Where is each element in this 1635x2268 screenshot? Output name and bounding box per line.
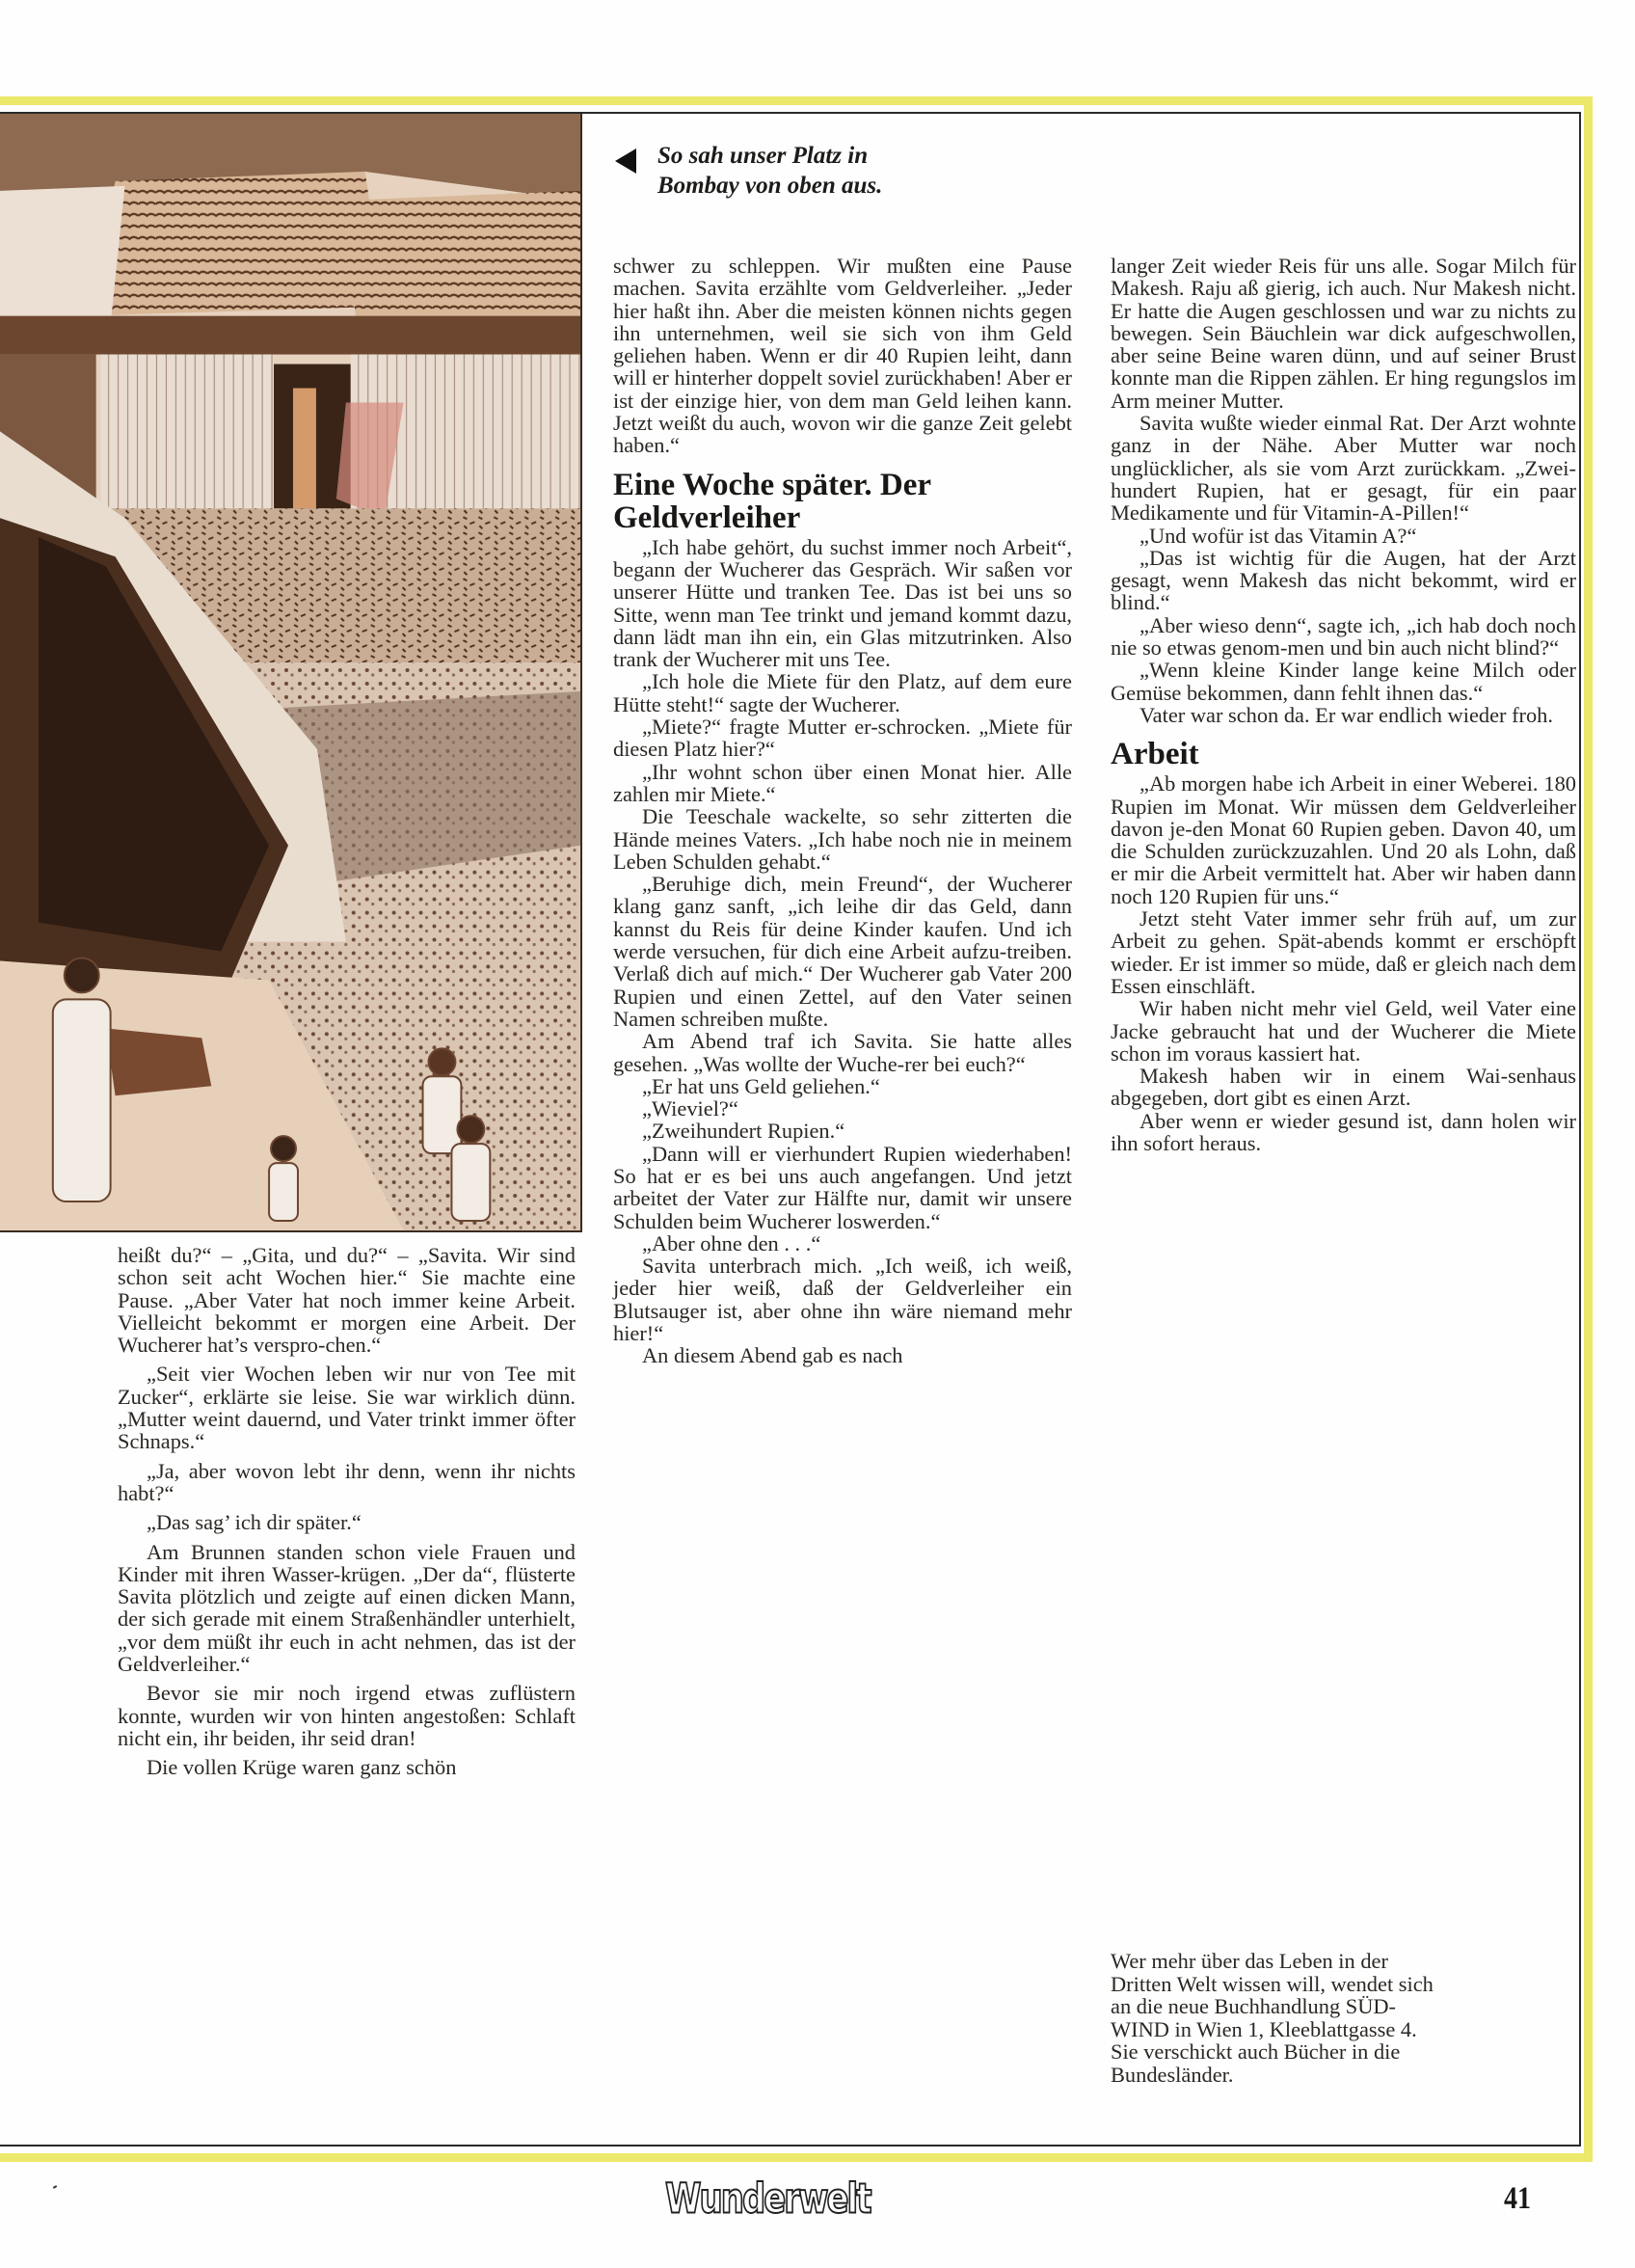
note-line: Dritten Welt wissen will, wendet sich: [1111, 1971, 1434, 1996]
print-speck: [53, 2185, 57, 2189]
paragraph: „Seit vier Wochen leben wir nur von Tee mit Zucker“, erklärte sie leise. Sie war wirklich dünn. „Mutter weint dauernd, und Vater trinkt immer öfter Schnaps.“: [118, 1362, 576, 1454]
magazine-logo: Wunderwelt: [665, 2174, 871, 2224]
paragraph: Am Brunnen standen schon viele Frauen und Kinder mit ihren Wasser-krügen. „Der da“, flüsterte Savita plötzlich und zeigte auf einen dicken Mann, der sich gerade mit einem Straßenhändler unterhielt, „vor dem müßt ihr euch in acht nehmen, das ist der Geldverleiher.“: [118, 1539, 576, 1677]
caption-line-1: So sah unser Platz in: [657, 143, 869, 169]
photo-caption: [615, 141, 1020, 201]
right-column: [1111, 255, 1576, 1154]
paragraph: „Aber ohne den . . .“: [642, 1230, 821, 1256]
paragraph: Savita unterbrach mich. „Ich weiß, ich weiß, jeder hier weiß, daß der Geldverleiher ein Blutsauger ist, aber ohne ihn wäre niemand mehr hier!“: [613, 1254, 1072, 1346]
middle-column: [613, 255, 1072, 1367]
note-line: WIND in Wien 1, Kleeblattgasse 4.: [1111, 2016, 1417, 2041]
paragraph: An diesem Abend gab es nach: [642, 1343, 903, 1368]
paragraph: „Wieviel?“: [642, 1096, 738, 1121]
note-line: Sie verschickt auch Bücher in die: [1111, 2039, 1401, 2065]
paragraph: Aber wenn er wieder gesund ist, dann holen wir ihn sofort heraus.: [1111, 1108, 1576, 1155]
paragraph: „Miete?“ fragte Mutter er-schrocken. „Miete für diesen Platz hier?“: [613, 715, 1072, 762]
paragraph: schwer zu schleppen. Wir mußten eine Pause machen. Savita erzählte vom Geldverleiher. „Jeder hier haßt ihn. Aber die meisten können nichts gegen ihn unternehmen, weil sie sich von ihm Geld geliehen haben. Wenn er dir 40 Rupien leiht, dann will er hinterher doppelt soviel zurückhaben! Aber er ist der einzige hier, von dem man Geld leihen kann. Jetzt weißt du auch, wovon wir die ganze Zeit gelebt haben.“: [613, 254, 1072, 458]
paragraph: langer Zeit wieder Reis für uns alle. Sogar Milch für Makesh. Raju aß gierig, ich auch. Nur Makesh nicht. Er hatte die Augen geschlossen und war zu nichts zu bewegen. Sein Bäuchlein war dick aufgeschwollen, aber seine Beine waren dünn, und auf seiner Brust konnte man die Rippen zählen. Er hing regungslos im Arm meiner Mutter.: [1111, 254, 1576, 413]
paragraph: „Beruhige dich, mein Freund“, der Wucherer klang ganz sanft, „ich leihe dir das Geld, dann kannst du Reis für deine Kinder kaufen. Und ich werde versuchen, für dich eine Arbeit aufzu-treiben. Verlaß dich auf mich.“ Der Wucherer gab Vater 200 Rupien und einen Zettel, auf den Vater seinen Namen schreiben mußte.: [613, 872, 1072, 1031]
paragraph: Am Abend traf ich Savita. Sie hatte alles gesehen. „Was wollte der Wuche-rer bei euch?“: [613, 1029, 1072, 1076]
paragraph: heißt du?“ – „Gita, und du?“ – „Savita. Wir sind schon seit acht Wochen hier.“ Sie machte eine Pause. „Aber Vater hat noch immer keine Arbeit. Vielleicht bekommt er morgen eine Arbeit. Der Wucherer hat’s verspro-chen.“: [118, 1243, 576, 1358]
paragraph: „Zweihundert Rupien.“: [642, 1119, 845, 1144]
paragraph: „Aber wieso denn“, sagte ich, „ich hab doch noch nie so etwas genom-men und bin auch nicht blind?“: [1111, 612, 1576, 661]
paragraph: „Das sag’ ich dir später.“: [147, 1510, 362, 1535]
paragraph: „Und wofür ist das Vitamin A?“: [1139, 523, 1417, 548]
paragraph: „Ich hole die Miete für den Platz, auf dem eure Hütte steht!“ sagte der Wucherer.: [613, 669, 1072, 716]
paragraph: Makesh haben wir in einem Wai-senhaus abgegeben, dort gibt es einen Arzt.: [1111, 1064, 1576, 1111]
photo-illustration: [0, 114, 580, 1230]
paragraph: „Wenn kleine Kinder lange keine Milch oder Gemüse bekommen, dann fehlt ihnen das.“: [1111, 658, 1576, 705]
section-heading-geldverleiher: Eine Woche später. Der Geldverleiher: [613, 467, 931, 535]
paragraph: „Dann will er vierhundert Rupien wiederhaben! So hat er es bei uns auch angefangen. Und jetzt arbeitet der Vater zur Hälfte nur, damit wir unsere Schulden beim Wucherer loswerden.“: [613, 1141, 1072, 1233]
paragraph: Savita wußte wieder einmal Rat. Der Arzt wohnte ganz in der Nähe. Aber Mutter war noch unglücklicher, als sie vom Arzt zurückkam. „Zwei-hundert Rupien, hat er gesagt, für ein paar Medikamente und für Vitamin-A-Pillen!“: [1111, 411, 1576, 526]
section-heading-arbeit: Arbeit: [1111, 737, 1199, 772]
paragraph: Die Teeschale wackelte, so sehr zitterten die Hände meines Vaters. „Ich habe noch nie in meinem Leben Schulden gehabt.“: [613, 804, 1072, 874]
note-line: Wer mehr über das Leben in der: [1111, 1949, 1388, 1973]
paragraph: „Er hat uns Geld geliehen.“: [642, 1073, 880, 1098]
note-line: an die neue Buchhandlung SÜD-: [1111, 1994, 1396, 2019]
caption-line-2: Bombay von oben aus.: [657, 173, 883, 199]
slum-photo: [0, 114, 582, 1232]
paragraph: Wir haben nicht mehr viel Geld, weil Vater eine Jacke gebraucht hat und der Wucherer die Miete schon im voraus kassiert hat.: [1111, 996, 1576, 1066]
paragraph: Die vollen Krüge waren ganz schön: [147, 1755, 457, 1780]
triangle-left-arrow-icon: [615, 148, 636, 174]
paragraph: Vater war schon da. Er war endlich wieder froh.: [1139, 702, 1553, 727]
paragraph: „Ja, aber wovon lebt ihr denn, wenn ihr nichts habt?“: [118, 1458, 576, 1505]
paragraph: „Das ist wichtig für die Augen, hat der Arzt gesagt, wenn Makesh das nicht bekommt, wird er blind.“: [1111, 545, 1576, 615]
bookshop-note: [1111, 1950, 1573, 2087]
caption-text: [657, 141, 882, 201]
page-number: 41: [1504, 2181, 1532, 2216]
paragraph: „Ab morgen habe ich Arbeit in einer Weberei. 180 Rupien im Monat. Wir müssen dem Geldverleiher davon je-den Monat 60 Rupien geben. Davon 40, um die Schulden zurückzuzahlen. Und 20 als Lohn, daß er mir die Arbeit vermittelt hat. Aber wir haben dann noch 120 Rupien für uns.“: [1111, 771, 1576, 908]
paragraph: Bevor sie mir noch irgend etwas zuflüstern konnte, wurden wir von hinten angestoßen: Schlaft nicht ein, ihr beiden, ihr seid dran!: [118, 1681, 576, 1750]
left-column: [118, 1244, 576, 1779]
paragraph: Jetzt steht Vater immer sehr früh auf, um zur Arbeit zu gehen. Spät-abends kommt er erschöpft wieder. Er ist immer so müde, daß er gleich nach dem Essen einschläft.: [1111, 906, 1576, 998]
paragraph: „Ihr wohnt schon über einen Monat hier. Alle zahlen mir Miete.“: [613, 759, 1072, 806]
paragraph: „Ich habe gehört, du suchst immer noch Arbeit“, begann der Wucherer das Gespräch. Wir saßen vor unserer Hütte und tranken Tee. Das ist bei uns so Sitte, wenn man Tee trinkt und jemand kommt dazu, dann lädt man ihn ein, ein Glas mitzutrinken. Also trank der Wucherer mit uns Tee.: [613, 534, 1072, 672]
note-line: Bundesländer.: [1111, 2062, 1234, 2087]
